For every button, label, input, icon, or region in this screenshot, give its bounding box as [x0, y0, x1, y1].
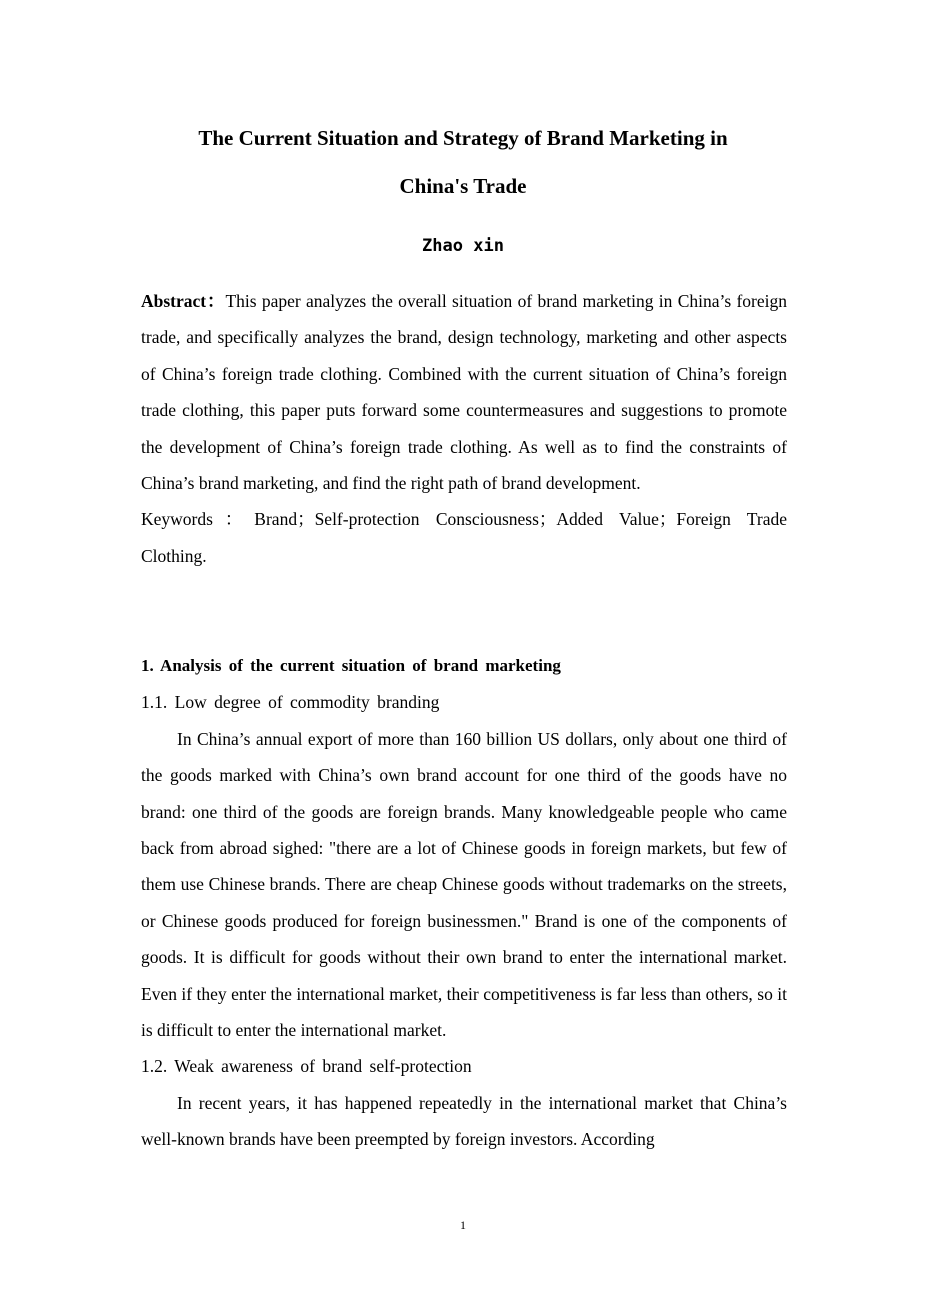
subsection-1-1-paragraph: In China’s annual export of more than 160 billion US dollars, only about one third of the goods marked with China’s own brand account for one third of the goods have no brand: one third of the goods are foreign brands. Many knowledgeable people who came back from abroad sighed: "there are a lot of Chinese goods in foreign markets, but few of them use Chinese brands. There are cheap Chinese goods without trademarks on the streets, or Chinese goods produced for foreign businessmen." Brand is one of the components of goods. It is difficult for goods without their own brand to enter the international market. Even if they enter the international market, their competitiveness is far less than others, so it is difficult to enter the international market.	[141, 728, 787, 1041]
abstract-paragraph	[141, 283, 787, 501]
subsection-1-2-heading: 1.2. Weak awareness of brand self-protection	[141, 1056, 472, 1077]
page-number: 1	[460, 1218, 466, 1232]
subsection-1-2-paragraph: In recent years, it has happened repeatedly in the international market that China’s well-known brands have been preempted by foreign investors. According	[141, 1092, 787, 1150]
abstract-text: This paper analyzes the overall situation of brand marketing in China’s foreign trade, and specifically analyzes the brand, design technology, marketing and other aspects of China’s foreign trade clothing. Combined with the current situation of China’s foreign trade clothing, this paper puts forward some countermeasures and suggestions to promote the development of China’s foreign trade clothing. As well as to find the constraints of China’s brand marketing, and find the right path of brand development.	[141, 291, 787, 494]
section-1-heading: 1. Analysis of the current situation of brand marketing	[141, 656, 561, 675]
keywords-paragraph	[141, 501, 787, 574]
abstract-block	[141, 283, 787, 574]
title-line-2: China's Trade	[399, 174, 527, 198]
author-name: Zhao xin	[422, 236, 504, 256]
document-title	[0, 114, 926, 210]
section-1	[141, 648, 787, 1158]
abstract-label: Abstract：	[141, 291, 226, 311]
keywords-label: Keywords：	[141, 509, 255, 530]
keywords-text: Brand；Self-protection Consciousness；Added Value；Foreign Trade Clothing.	[141, 509, 787, 566]
subsection-1-1-heading: 1.1. Low degree of commodity branding	[141, 692, 440, 713]
title-line-1: The Current Situation and Strategy of Brand Marketing in	[198, 126, 728, 150]
